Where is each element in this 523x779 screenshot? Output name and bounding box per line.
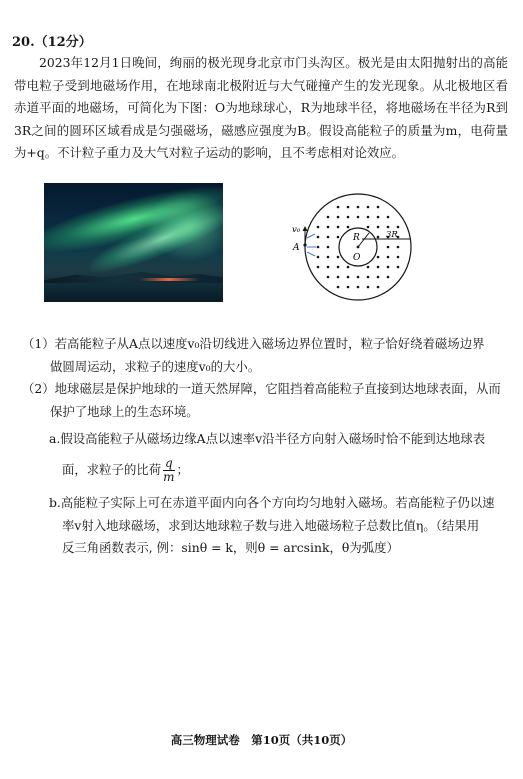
field-dot: [327, 246, 330, 249]
field-dot: [377, 276, 380, 279]
field-dot: [377, 256, 380, 259]
field-dot: [327, 276, 330, 279]
field-dot: [327, 226, 330, 229]
field-dot: [367, 216, 370, 219]
field-dot: [367, 276, 370, 279]
field-dot: [347, 286, 350, 289]
field-dot: [347, 276, 350, 279]
field-dot: [347, 226, 350, 229]
field-dot: [337, 236, 340, 239]
field-dot: [377, 206, 380, 209]
field-dot: [347, 206, 350, 209]
field-dot: [317, 226, 320, 229]
part-b-line2: 率v射入地球磁场，求到达地球粒子数与进入地磁场粒子总数比值η。（结果用: [62, 517, 480, 533]
label-3R: 3R: [386, 230, 398, 240]
incoming-paths: [307, 234, 316, 256]
field-dot: [387, 256, 390, 259]
field-dot: [317, 266, 320, 269]
field-dot: [367, 286, 370, 289]
field-dot: [377, 226, 380, 229]
field-dot: [337, 206, 340, 209]
stem-text: 2023年12月1日晚间，绚丽的极光现身北京市门头沟区。极光是由太阳抛射出的高能带电粒子受到地磁场作用，在地球南北极附近与大气碰撞产生的发光现象。从北极地区看赤道平面的地磁场，可简化为下图：O为地球球心，R为地球半径，将地磁场在半径为R到3R之间的圆环区域看成是匀强磁场，磁感应强度为B。假设高能粒子的质量为m，电荷量为+q。不计粒子重力及大气对粒子运动的影响，且不考虑相对论效应。: [14, 55, 508, 161]
label-v0: v₀: [292, 225, 301, 235]
field-dot: [387, 216, 390, 219]
field-dot: [317, 246, 320, 249]
field-dot: [397, 256, 400, 259]
part-a: [49, 428, 508, 451]
field-dot: [387, 266, 390, 269]
field-dot: [337, 216, 340, 219]
field-dot: [367, 206, 370, 209]
field-dot: [357, 206, 360, 209]
part-2-line2: 保护了地球上的生态环境。: [50, 403, 199, 419]
field-dot: [357, 276, 360, 279]
field-dot: [347, 266, 350, 269]
field-dot: [337, 286, 340, 289]
field-dot: [357, 216, 360, 219]
field-dot: [377, 286, 380, 289]
field-dot: [367, 226, 370, 229]
question-stem: [14, 52, 508, 165]
field-dot: [387, 276, 390, 279]
part-b-line3: 反三角函数表示, 例：sinθ = k，则θ = arcsink，θ为弧度）: [62, 540, 399, 556]
field-dot: [397, 226, 400, 229]
part-b: [49, 492, 508, 560]
field-dot: [357, 286, 360, 289]
label-R: R: [353, 233, 360, 243]
field-dot: [387, 246, 390, 249]
part-a-line1: a.假设高能粒子从磁场边缘A点以速率v沿半径方向射入磁场时恰不能到达地球表: [49, 431, 486, 446]
field-dot: [327, 266, 330, 269]
question-header: [12, 31, 92, 50]
field-dot: [337, 256, 340, 259]
field-dot: [337, 266, 340, 269]
part-a-line2-prefix: 面，求粒子的比荷: [62, 462, 162, 477]
field-dot: [347, 216, 350, 219]
field-dot: [387, 226, 390, 229]
v0-arrowhead: [303, 226, 308, 231]
part-a-line2: [62, 457, 189, 484]
field-dot: [337, 226, 340, 229]
field-dot: [377, 216, 380, 219]
center-point: [357, 246, 360, 249]
question-points: （12分）: [34, 35, 92, 50]
field-dot: [377, 236, 380, 239]
label-O: O: [353, 253, 361, 263]
part-1: [22, 333, 508, 378]
field-dot: [397, 266, 400, 269]
part-1-line1: （1）若高能粒子从A点以速度v₀沿切线进入磁场边界位置时，粒子恰好绕着磁场边界: [22, 336, 485, 351]
field-dot: [327, 236, 330, 239]
label-A: A: [293, 243, 300, 253]
part-a-line2-suffix: ；: [176, 462, 189, 477]
field-dot: [377, 266, 380, 269]
magnetic-field-diagram: [290, 190, 420, 302]
field-dot: [337, 276, 340, 279]
charge-mass-fraction: [163, 457, 174, 484]
part-2: [22, 378, 508, 423]
part-2-line1: （2）地球磁层是保护地球的一道天然屏障，它阻挡着高能粒子直接到达地球表面，从而: [22, 381, 501, 396]
field-dot: [367, 266, 370, 269]
fraction-numerator: q: [164, 456, 173, 470]
field-dot: [327, 216, 330, 219]
fraction-denominator: m: [163, 470, 175, 484]
page-footer: 高三物理试卷 第10页（共10页）: [170, 733, 353, 747]
field-dot: [327, 256, 330, 259]
field-dot: [317, 256, 320, 259]
part-b-line1: b.高能粒子实际上可在赤道平面内向各个方向均匀地射入磁场。若高能粒子仍以速: [49, 495, 495, 510]
question-number: 20.: [12, 35, 35, 50]
field-dot: [397, 246, 400, 249]
aurora-photo: [44, 183, 223, 302]
field-dot: [317, 236, 320, 239]
part-1-line2: 做圆周运动，求粒子的速度v₀的大小。: [50, 358, 261, 374]
